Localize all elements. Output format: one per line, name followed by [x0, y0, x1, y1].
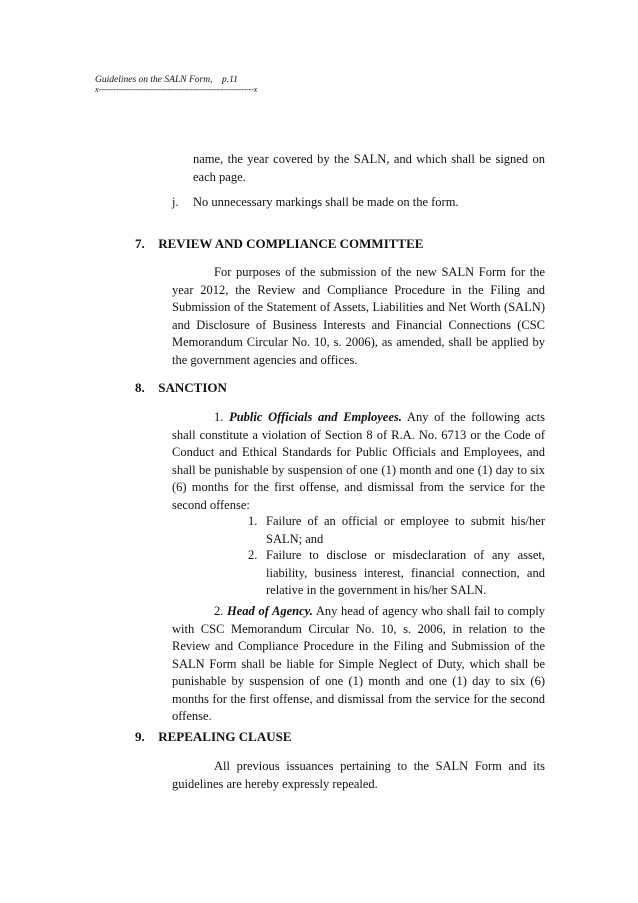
header-rule: x---------------------------------------------------------------x: [95, 85, 257, 94]
section-7-heading: [135, 236, 423, 252]
list-item-text: No unnecessary markings shall be made on the form.: [193, 195, 459, 209]
list-item: [248, 513, 545, 548]
list-marker: j.: [172, 195, 179, 209]
section-number: 9.: [135, 729, 145, 744]
section-title: REVIEW AND COMPLIANCE COMMITTEE: [158, 236, 424, 251]
paragraph-body: Any of the following acts shall constitute a violation of Section 8 of R.A. No. 6713 or the Code of Conduct and Ethical Standards for Public Officials and Employees, and shall be punishable by suspension of one (1) month and one (1) day to six (6) months for the first offense, and dismissal from the service for the second offense:: [172, 410, 546, 512]
section-9-body-text: All previous issuances pertaining to the SALN Form and its guidelines are hereby expressly repealed.: [172, 759, 545, 791]
header-page-number: p.11: [221, 75, 238, 85]
paragraph-heading: Head of Agency.: [227, 604, 313, 618]
list-marker: 2.: [248, 548, 258, 562]
list-item-j: [172, 194, 545, 212]
section-9-heading: [135, 729, 292, 745]
list-item-text: Failure of an official or employee to submit his/her SALN; and: [266, 514, 545, 546]
section-7-body-text: For purposes of the submission of the new SALN Form for the year 2012, the Review and Compliance Procedure in the Filing and Submission of the Statement of Assets, Liabilities and Net Worth (SALN) and Disclosure of Business Interests and Financial Connections (CSC Memorandum Circular No. 10, s. 2006), as amended, shall be applied by the government agencies and offices.: [172, 265, 545, 367]
list-item-text: Failure to disclose or misdeclaration of any asset, liability, business interest, financial connection, and relative in the government in his/her SALN.: [266, 548, 545, 597]
section-7-body: [172, 264, 545, 369]
list-marker: 1.: [248, 514, 258, 528]
section-title: REPEALING CLAUSE: [158, 729, 292, 744]
section-8-paragraph-1: [172, 409, 545, 514]
section-9-body: [172, 758, 545, 793]
section-number: 7.: [135, 236, 145, 251]
paragraph-number: 1.: [214, 410, 224, 424]
paragraph-body: Any head of agency who shall fail to comply with CSC Memorandum Circular No. 10, s. 2006, in relation to the Review and Compliance Procedure in the Filing and Submission of the SALN Form shall be liable for Simple Neglect of Duty, which shall be punishable by suspension of one (1) month and one (1) day to six (6) months for the first offense, and dismissal from the service for the second offense.: [172, 604, 546, 723]
section-number: 8.: [135, 380, 145, 395]
paragraph-heading: Public Officials and Employees.: [229, 410, 402, 424]
paragraph-number: 2.: [214, 604, 224, 618]
section-8-paragraph-2: [172, 603, 545, 726]
section-title: SANCTION: [158, 380, 227, 395]
list-item: [248, 547, 545, 600]
section-8-heading: [135, 380, 227, 396]
header-title: Guidelines on the SALN Form,: [95, 75, 213, 85]
continuation-text: name, the year covered by the SALN, and which shall be signed on each page.: [193, 152, 545, 184]
